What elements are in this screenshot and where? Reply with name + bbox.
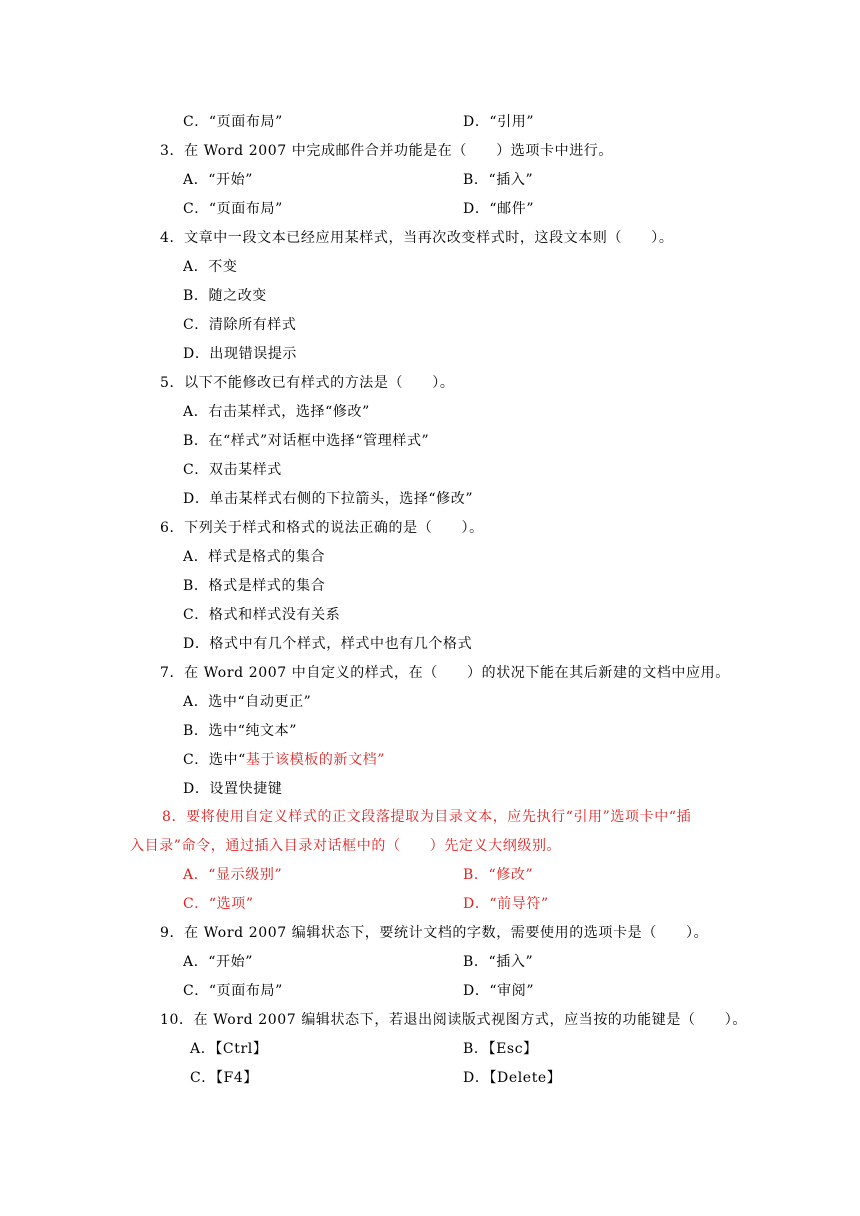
answer-option: D．单击某样式右侧的下拉箭头，选择“修改” [183, 491, 474, 507]
q8-question-line-1: 8．要将使用自定义样式的正文段落提取为目录文本，应先执行“引用”选项卡中“插 [162, 809, 692, 825]
answer-option: D．设置快捷键 [183, 781, 283, 797]
answer-option: C．“页面布局” [183, 201, 283, 217]
answer-option: C．【F4】 [190, 1070, 258, 1086]
answer-option: B．“插入” [463, 954, 534, 970]
answer-option: A．样式是格式的集合 [183, 549, 326, 565]
answer-option: D．格式中有几个样式，样式中也有几个格式 [183, 636, 473, 652]
q7-option-c-suffix: ” [377, 752, 386, 768]
answer-option: D．“前导符” [463, 896, 549, 912]
answer-option: A．“开始” [183, 172, 254, 188]
answer-option: B．选中“纯文本” [183, 723, 298, 739]
question-text: 6．下列关于样式和格式的说法正确的是（ ）。 [160, 520, 484, 536]
answer-option: C．格式和样式没有关系 [183, 607, 341, 623]
answer-option: C．“页面布局” [183, 983, 283, 999]
answer-option: A．“开始” [183, 954, 254, 970]
answer-option: C．双击某样式 [183, 462, 282, 478]
question-text: 4．文章中一段文本已经应用某样式，当再次改变样式时，这段文本则（ ）。 [160, 230, 674, 246]
answer-option: A．“显示级别” [183, 867, 283, 883]
question-text: 10．在 Word 2007 编辑状态下，若退出阅读版式视图方式，应当按的功能键是（ ）。 [160, 1012, 747, 1028]
answer-option: D．“邮件” [463, 201, 535, 217]
question-text: 9．在 Word 2007 编辑状态下，要统计文档的字数，需要使用的选项卡是（ ）。 [160, 925, 709, 941]
question-text: 7．在 Word 2007 中自定义的样式，在（ ）的状况下能在其后新建的文档中应用。 [160, 665, 730, 681]
answer-option: C．“页面布局” [183, 114, 283, 130]
answer-option: B．随之改变 [183, 288, 267, 304]
answer-option: A．不变 [183, 259, 238, 275]
answer-option: A．右击某样式，选择“修改” [183, 404, 370, 420]
answer-option: D．“引用” [463, 114, 535, 130]
answer-option: D．出现错误提示 [183, 346, 298, 362]
q7-option-c [183, 751, 385, 769]
answer-option: A．【Ctrl】 [190, 1041, 268, 1057]
answer-option: B．格式是样式的集合 [183, 578, 326, 594]
answer-option: C．“选项” [183, 896, 254, 912]
q8-question-line-2: 入目录”命令，通过插入目录对话框中的（ ）先定义大纲级别。 [130, 838, 562, 854]
answer-option: C．清除所有样式 [183, 317, 297, 333]
answer-option: B．【Esc】 [463, 1041, 538, 1057]
answer-option: B．“修改” [463, 867, 534, 883]
answer-option: D．【Delete】 [463, 1070, 562, 1086]
q7-option-c-prefix: C．选中“ [183, 752, 246, 768]
answer-option: D．“审阅” [463, 983, 535, 999]
answer-option: B．“插入” [463, 172, 534, 188]
q7-option-c-answer: 基于该模板的新文档 [245, 752, 378, 768]
question-text: 3．在 Word 2007 中完成邮件合并功能是在（ ）选项卡中进行。 [160, 143, 614, 159]
answer-option: B．在“样式”对话框中选择“管理样式” [183, 433, 430, 449]
answer-option: A．选中“自动更正” [183, 694, 312, 710]
question-text: 5．以下不能修改已有样式的方法是（ ）。 [160, 375, 455, 391]
